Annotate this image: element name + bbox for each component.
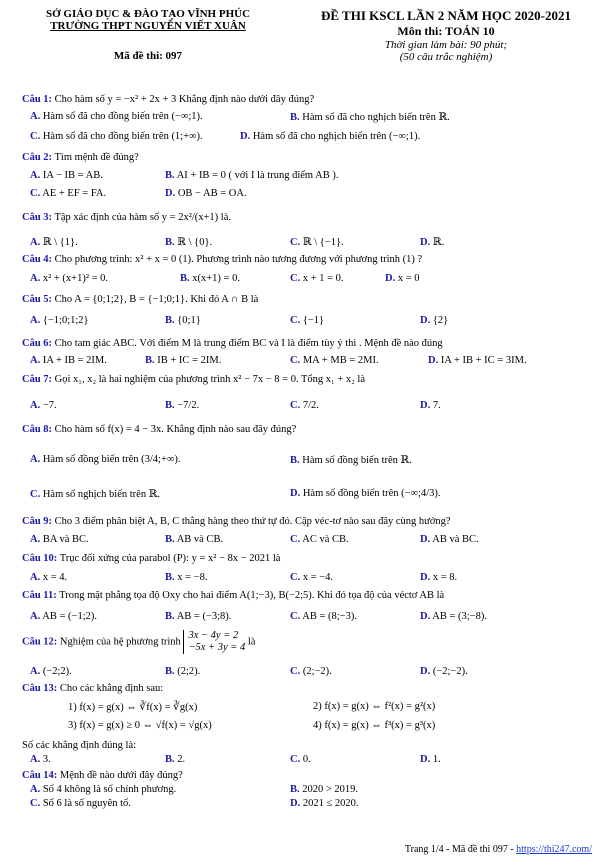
question-stem: Cho hàm số f(x) = 4 − 3x. Khẳng định nào sau đây đúng? [54,424,297,435]
option-c: ℝ \ {−1}. [302,237,344,248]
question-stem: Cho A = {0;1;2}, B = {−1;0;1}. Khi đó A ∩ B là [54,294,259,305]
option-c: 0. [302,754,311,765]
question-stem: Cho phương trình: x² + x = 0 (1). Phương trình nào tương đương với phương trình (1) ? [54,254,423,265]
option-a: 3. [42,754,51,765]
option-d: {2} [432,315,449,326]
option-b: AB = (−3;8). [176,611,232,622]
option-a: −7. [42,400,57,411]
option-c: x + 1 = 0. [302,273,344,284]
option-b: ℝ \ {0}. [177,237,213,248]
option-d: x = 0 [397,273,420,284]
exam-duration: Thời gian làm bài: 90 phút; [384,39,508,51]
option-c: (2;−2). [302,666,332,677]
option-c: AB = (8;−3). [302,611,357,622]
option-d: (−2;−2). [432,666,468,677]
question-12: Câu 12: Nghiệm của hệ phương trình 3x − 4y = 2 −5x + 3y = 4 là [22,630,256,654]
question-9: Câu 9: Cho 3 điểm phân biệt A, B, C thẳng hàng theo thứ tự đó. Cặp véc-tơ nào sau đây cùng hướng? [22,516,451,527]
option-d: IA + IB + IC = 3IM. [440,355,527,366]
page-footer [405,844,592,855]
statement-2: 2) f(x) = g(x) ⇔ f²(x) = g²(x) [313,701,436,712]
option-b: (2;2). [177,666,201,677]
option-c: Hàm số đã cho đồng biến trên (1;+∞). [42,131,203,142]
question-14: Câu 14: Mệnh đề nào dưới đây đúng? [22,770,183,781]
option-a: {−1;0;1;2} [42,315,89,326]
question-stem: Tìm mệnh đề đúng? [54,152,139,163]
department-name: SỞ GIÁO DỤC & ĐÀO TẠO VĨNH PHÚC [45,8,251,20]
option-d: x = 8. [432,572,458,583]
exam-code: Mã đề thi: 097 [113,50,183,62]
option-a: Hàm số đã cho đồng biến trên (−∞;1). [42,111,203,122]
school-name: TRƯỜNG THPT NGUYỄN VIẾT XUÂN [50,20,246,32]
option-a: x = 4. [42,572,68,583]
option-d: 2021 ≤ 2020. [302,798,359,809]
header-left [18,8,278,62]
option-d: OB − AB = OA. [177,188,247,199]
question-2: Câu 2: Tìm mệnh đề đúng? [22,152,139,163]
option-a: BA và BC. [42,534,89,545]
question-11: Câu 11: Trong mặt phẳng tọa độ Oxy cho hai điểm A(1;−3), B(−2;5). Khi đó tọa độ của véctơ AB là [22,590,445,601]
option-c: 7/2. [302,400,319,411]
option-d: 7. [432,400,441,411]
footer-link[interactable]: https://thi247.com/ [516,844,592,855]
option-c: AE + EF = FA. [42,188,107,199]
option-d: Hàm số đồng biến trên (−∞;4/3). [302,488,441,499]
option-b: Hàm số đã cho nghịch biến trên ℝ. [302,112,450,123]
question-stem: Cho tam giác ABC. Với điểm M là trung điểm BC và I là điểm tùy ý thì . Mệnh đề nào đúng [54,338,443,349]
option-c: AC và CB. [302,534,349,545]
question-8: Câu 8: Cho hàm số f(x) = 4 − 3x. Khẳng định nào sau đây đúng? [22,424,297,435]
option-b: {0;1} [177,315,201,326]
question-6: Câu 6: Cho tam giác ABC. Với điểm M là trung điểm BC và I là điểm tùy ý thì . Mệnh đề nào đúng [22,338,443,349]
question-count: (50 câu trắc nghiệm) [399,51,493,63]
option-c: Hàm số nghịch biến trên ℝ. [42,489,161,500]
question-13-sub: Số các khẳng định đúng là: [22,740,137,751]
option-a: AB = (−1;2). [42,611,97,622]
exam-page: SỞ GIÁO DỤC & ĐÀO TẠO VĨNH PHÚC TRƯỜNG THPT NGUYỄN VIẾT XUÂN Mã đề thi: 097 ĐỀ THI KSCL LẦN 2 NĂM HỌC 2020-2021 Môn thi: TOÁN 10 Thời gian làm bài: 90 phút; (50 câu trắc nghiệm) Câu 1: Cho hàm số y = −x² + 2x + 3 Khẳng định nào dưới đây đúng? A. Hàm số đã cho đồng biến trên (−∞;1). B. Hàm số đã cho nghịch biến trên ℝ. C. Hàm số đã cho đồng biến trên (1;+∞). D. Hàm số đã cho nghịch biến trên (−∞;1). Câu 2: Tìm mệnh đề đúng? A. IA − IB = AB. B. AI + IB = 0 ( với I là trung điểm AB ). C. AE + EF = FA. D. OB − AB = OA. Câu 3: Tập xác định của hàm số y = 2x²/(x+1) là. A. ℝ \ {1}. B. ℝ \ {0}. C. ℝ \ {−1}. D. ℝ. Câu 4: Cho phương trình: x² + x = 0 (1). Phương trình nào tương đương với phương trình (1) ? A. x² + (x+1)² = 0. B. x(x+1) = 0. C. x + 1 = 0. D. x = 0 Câu 5: Cho A = {0;1;2}, B = {−1;0;1}. Khi đó A ∩ B là A. {−1;0;1;2} B. {0;1} C. {−1} D. {2} Câu 6: Cho tam giác ABC. Với điểm M là trung điểm BC và I là điểm tùy ý thì . Mệnh đề nào đúng A. IA + IB = 2IM. B. IB + IC = 2IM. C. MA + MB = 2MI. D. IA + IB + IC = 3IM. Câu 7: Gọi x₁, x₂ là hai nghiệm của phương trình x² − 7x − 8 = 0. Tổng x₁ + x₂ là A. −7. B. −7/2. C. 7/2. D. 7. Câu 8: Cho hàm số f(x) = 4 − 3x. Khẳng định nào sau đây đúng? A. Hàm số đồng biến trên (3/4;+∞). B. Hàm số đồng biến trên ℝ. C. Hàm số nghịch biến trên ℝ. D. Hàm số đồng biến trên (−∞;4/3). Câu 9: Cho 3 điểm phân biệt A, B, C thẳng hàng theo thứ tự đó. Cặp véc-tơ nào sau đây cùng hướng? A. BA và BC. B. AB và CB. C. AC và CB. D. AB và BC. Câu 10: Trục đối xứng của parabol (P): y = x² − 8x − 2021 là A. x = 4. B. x = −8. C. x = −4. D. x = 8. Câu 11: Trong mặt phẳng tọa độ Oxy cho hai điểm A(1;−3), B(−2;5). Khi đó tọa độ của véctơ AB là A. AB = (−1;2). B. AB = (−3;8). C. AB = (8;−3). D. AB = (3;−8). Câu 12: Nghiệm của hệ phương trình 3x − 4y = 2 −5x + 3y = 4 là A. (−2;2). B. (2;2). C. (2;−2). D. (−2;−2). Câu 13: Cho các khẳng định sau: 1) f(x) = g(x) ⇔ ∛f(x) = ∛g(x) 2) f(x) = g(x) ⇔ f²(x) = g²(x) 3) f(x) = g(x) ≥ 0 ⇔ √f(x) = √g(x) 4) f(x) = g(x) ⇔ f³(x) = g³(x) Số các khẳng định đúng là: A. 3. B. 2. C. 0. D. 1. Câu 14: Mệnh đề nào dưới đây đúng? A. Số 4 không là số chính phương. B. 2020 > 2019. C. Số 6 là số nguyên tố. D. 2021 ≤ 2020. Trang 1/4 - Mã đề thi 097 - https://thi247.com/ [0,0,610,863]
exam-subject: Môn thi: TOÁN 10 [397,24,495,38]
question-stem: Gọi x₁, x₂ là hai nghiệm của phương trình x² − 7x − 8 = 0. Tổng x₁ + x₂ là [54,374,365,385]
question-13: Câu 13: Cho các khẳng định sau: [22,683,164,694]
question-1 [22,94,592,105]
option-b: x(x+1) = 0. [192,273,240,284]
equation-system: 3x − 4y = 2 −5x + 3y = 4 [183,630,245,654]
question-stem: Trong mặt phẳng tọa độ Oxy cho hai điểm A(1;−3), B(−2;5). Khi đó tọa độ của véctơ AB là [59,590,445,601]
statement-4: 4) f(x) = g(x) ⇔ f³(x) = g³(x) [313,720,436,731]
option-a: IA − IB = AB. [42,170,103,181]
option-a: Hàm số đồng biến trên (3/4;+∞). [42,454,181,465]
question-5: Câu 5: Cho A = {0;1;2}, B = {−1;0;1}. Khi đó A ∩ B là [22,294,259,305]
question-stem: Nghiệm của hệ phương trình [59,636,181,648]
option-b: IB + IC = 2IM. [157,355,222,366]
option-b: AB và CB. [176,534,224,545]
statement-3: 3) f(x) = g(x) ≥ 0 ⇔ √f(x) = √g(x) [68,720,212,731]
option-d: 1. [432,754,441,765]
option-a: Số 4 không là số chính phương. [42,784,177,795]
exam-title: ĐỀ THI KSCL LẦN 2 NĂM HỌC 2020-2021 [320,8,572,23]
question-stem: Trục đối xứng của parabol (P): y = x² − 8x − 2021 là [59,553,281,564]
question-stem: Mệnh đề nào dưới đây đúng? [59,770,183,781]
option-c: {−1} [302,315,325,326]
option-b: x = −8. [177,572,208,583]
option-a: IA + IB = 2IM. [42,355,107,366]
question-stem: Cho 3 điểm phân biệt A, B, C thẳng hàng theo thứ tự đó. Cặp véc-tơ nào sau đây cùng hướng? [54,516,451,527]
statement-1: 1) f(x) = g(x) ⇔ ∛f(x) = ∛g(x) [68,702,198,713]
footer-text: Trang 1/4 - Mã đề thi 097 - [404,844,514,855]
question-10: Câu 10: Trục đối xứng của parabol (P): y = x² − 8x − 2021 là [22,553,281,564]
option-c: MA + MB = 2MI. [302,355,379,366]
option-b: Hàm số đồng biến trên ℝ. [302,455,412,466]
option-b: 2020 > 2019. [302,784,359,795]
question-4: Câu 4: Cho phương trình: x² + x = 0 (1). Phương trình nào tương đương với phương trình (1) ? [22,254,423,265]
option-b: 2. [177,754,186,765]
option-c: Số 6 là số nguyên tố. [42,798,131,809]
option-a: (−2;2). [42,666,72,677]
question-3: Câu 3: Tập xác định của hàm số y = 2x²/(x+1) là. [22,212,232,223]
option-d: ℝ. [432,237,445,248]
question-label: Câu 1: [22,94,53,105]
option-a: x² + (x+1)² = 0. [42,273,109,284]
option-d: Hàm số đã cho nghịch biến trên (−∞;1). [252,131,421,142]
question-stem: Cho hàm số y = −x² + 2x + 3 Khẳng định nào dưới đây đúng? [54,94,315,105]
option-b: −7/2. [177,400,200,411]
question-stem: Tập xác định của hàm số y = 2x²/(x+1) là. [54,212,232,223]
option-c: x = −4. [302,572,334,583]
option-b: AI + IB = 0 ( với I là trung điểm AB ). [176,170,339,181]
option-d: AB = (3;−8). [432,611,487,622]
question-7: Câu 7: Gọi x₁, x₂ là hai nghiệm của phương trình x² − 7x − 8 = 0. Tổng x₁ + x₂ là [22,374,365,385]
option-d: AB và BC. [432,534,479,545]
header-right [296,8,596,63]
option-a: ℝ \ {1}. [42,237,78,248]
question-stem: Cho các khẳng định sau: [59,683,164,694]
